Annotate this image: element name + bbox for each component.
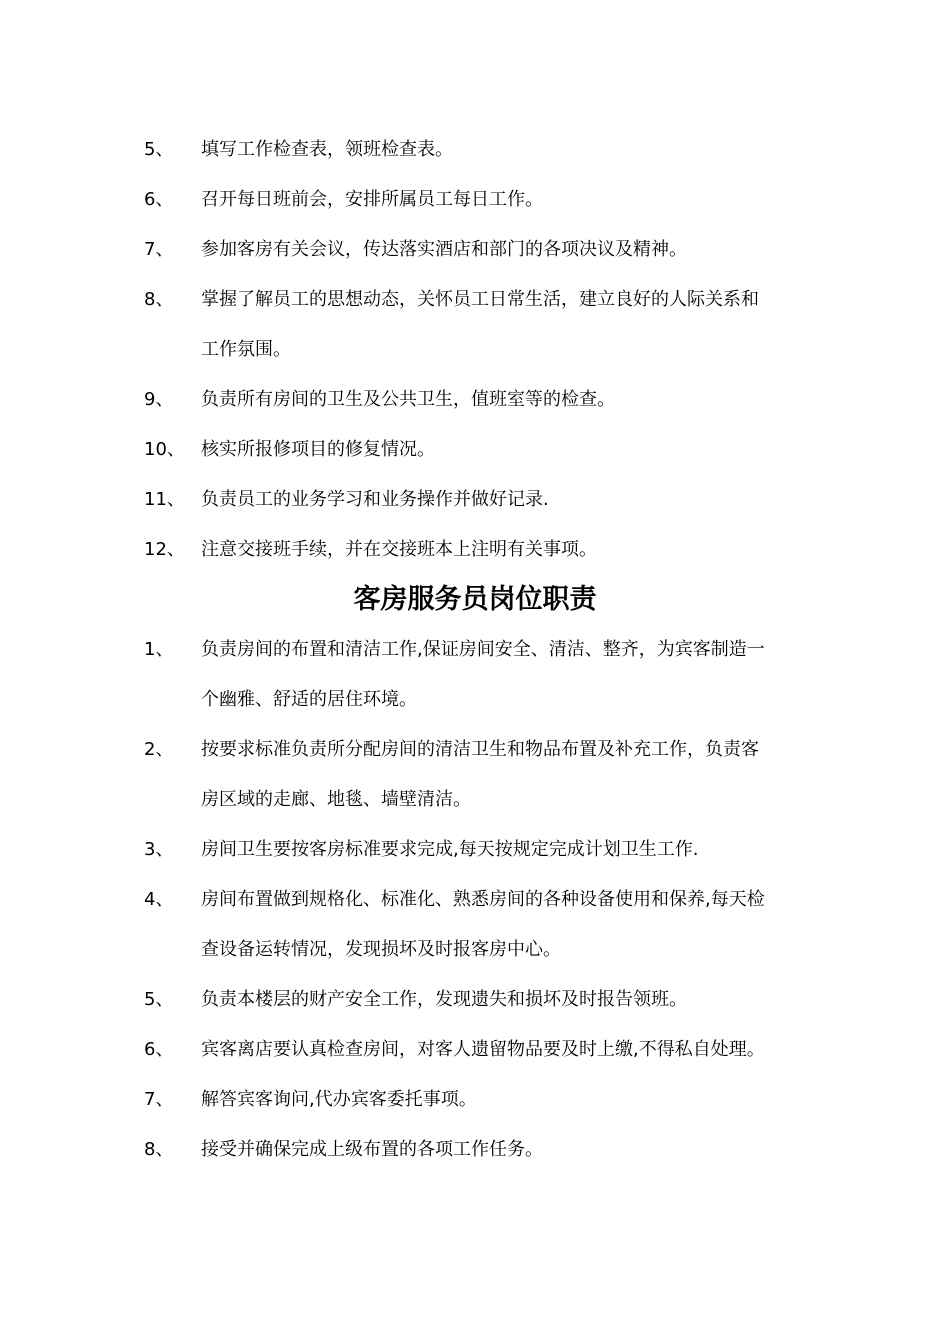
list-item (0, 1125, 950, 1175)
list-item-text: 房间布置做到规格化、标准化、熟悉房间的各种设备使用和保养,每天检 (201, 889, 765, 910)
list-item-line (0, 175, 950, 225)
list-item-text: 房间卫生要按客房标准要求完成,每天按规定完成计划卫生工作. (201, 839, 699, 860)
list-item-number: 4、 (144, 889, 174, 910)
list-item-number: 12、 (144, 539, 185, 560)
list-item (0, 975, 950, 1025)
list-item (0, 475, 950, 525)
list-item-number: 11、 (144, 489, 185, 510)
list-item-line (0, 625, 950, 675)
list-item-number: 8、 (144, 289, 174, 310)
list-item-line (0, 225, 950, 275)
list-item-number: 7、 (144, 239, 174, 260)
list-item-line (0, 525, 950, 575)
list-item-text: 工作氛围。 (201, 339, 291, 360)
duty-list-attendant (0, 625, 950, 1175)
list-item-number: 1、 (144, 639, 174, 660)
list-item-line (0, 475, 950, 525)
list-item-text: 个幽雅、舒适的居住环境。 (201, 689, 417, 710)
list-item-line (0, 825, 950, 875)
list-item-number: 5、 (144, 989, 174, 1010)
list-item (0, 375, 950, 425)
list-item-number: 3、 (144, 839, 174, 860)
list-item-line (0, 725, 950, 775)
list-item (0, 1025, 950, 1075)
list-item-line (0, 325, 950, 375)
list-item-line (0, 425, 950, 475)
list-item-text: 填写工作检查表，领班检查表。 (201, 139, 453, 160)
list-item (0, 525, 950, 575)
list-item-number: 6、 (144, 1039, 174, 1060)
list-item-text: 查设备运转情况，发现损坏及时报客房中心。 (201, 939, 561, 960)
list-item (0, 225, 950, 275)
list-item (0, 825, 950, 875)
list-item-number: 9、 (144, 389, 174, 410)
list-item (0, 125, 950, 175)
list-item-number: 10、 (144, 439, 185, 460)
list-item-line (0, 1025, 950, 1075)
list-item-text: 负责所有房间的卫生及公共卫生，值班室等的检查。 (201, 389, 615, 410)
list-item-line (0, 375, 950, 425)
list-item (0, 875, 950, 975)
list-item (0, 175, 950, 225)
list-item-text: 注意交接班手续，并在交接班本上注明有关事项。 (201, 539, 597, 560)
list-item (0, 725, 950, 825)
list-item-text: 宾客离店要认真检查房间，对客人遗留物品要及时上缴,不得私自处理。 (201, 1039, 765, 1060)
list-item-line (0, 1125, 950, 1175)
list-item-text: 接受并确保完成上级布置的各项工作任务。 (201, 1139, 543, 1160)
list-item (0, 275, 950, 375)
list-item-text: 召开每日班前会，安排所属员工每日工作。 (201, 189, 543, 210)
list-item-text: 负责本楼层的财产安全工作，发现遗失和损坏及时报告领班。 (201, 989, 687, 1010)
list-item-line (0, 925, 950, 975)
list-item-line (0, 975, 950, 1025)
list-item-text: 按要求标准负责所分配房间的清洁卫生和物品布置及补充工作，负责客 (201, 739, 759, 760)
list-item-text: 负责员工的业务学习和业务操作并做好记录. (201, 489, 549, 510)
list-item-text: 掌握了解员工的思想动态，关怀员工日常生活，建立良好的人际关系和 (201, 289, 759, 310)
list-item-text: 房区域的走廊、地毯、墙壁清洁。 (201, 789, 471, 810)
list-item-number: 6、 (144, 189, 174, 210)
duty-list-supervisor (0, 125, 950, 575)
list-item-number: 7、 (144, 1089, 174, 1110)
list-item (0, 1075, 950, 1125)
list-item (0, 425, 950, 475)
list-item-line (0, 1075, 950, 1125)
list-item-line (0, 675, 950, 725)
list-item-line (0, 275, 950, 325)
list-item-line (0, 875, 950, 925)
list-item-text: 参加客房有关会议，传达落实酒店和部门的各项决议及精神。 (201, 239, 687, 260)
list-item-line (0, 775, 950, 825)
list-item-number: 8、 (144, 1139, 174, 1160)
list-item (0, 625, 950, 725)
list-item-text: 解答宾客询问,代办宾客委托事项。 (201, 1089, 477, 1110)
list-item-text: 核实所报修项目的修复情况。 (201, 439, 435, 460)
list-item-line (0, 125, 950, 175)
list-item-number: 2、 (144, 739, 174, 760)
list-item-text: 负责房间的布置和清洁工作,保证房间安全、清洁、整齐，为宾客制造一 (201, 639, 765, 660)
list-item-number: 5、 (144, 139, 174, 160)
section-title: 客房服务员岗位职责 (353, 584, 597, 615)
